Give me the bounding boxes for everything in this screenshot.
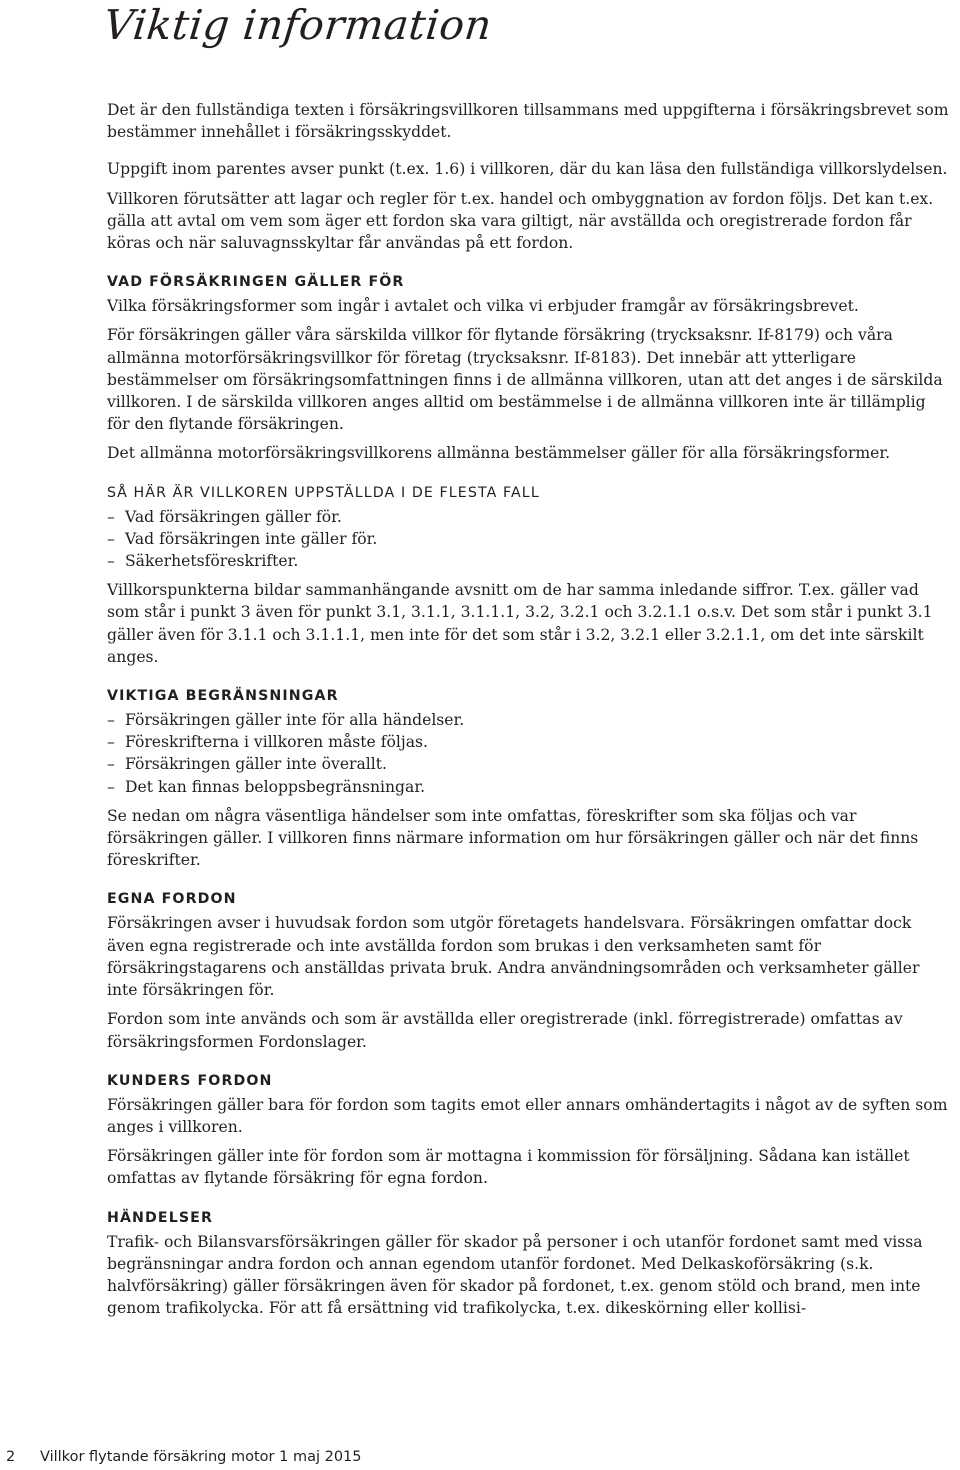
section-heading: SÅ HÄR ÄR VILLKOREN UPPSTÄLLDA I DE FLESTA FALL [107,484,540,501]
list-item [107,709,949,731]
list-item-text: Föreskrifterna i villkoren måste följas. [125,733,428,752]
section-handelser [107,1208,949,1320]
list-item-text: Försäkringen gäller inte överallt. [125,755,388,774]
document-body [107,99,949,1319]
list-item-text: Vad försäkringen gäller för. [125,507,342,526]
list-item-text: Säkerhetsföreskrifter. [125,552,299,571]
section-vad-forsakringen [107,272,949,464]
section-heading: EGNA FORDON [107,891,237,908]
section-heading: VAD FÖRSÄKRINGEN GÄLLER FÖR [107,274,405,291]
list-item [107,753,949,775]
section-kunders-fordon [107,1071,949,1190]
section-egna-fordon [107,889,949,1052]
list-item [107,776,949,798]
section-paragraph: Försäkringen gäller bara för fordon som tagits emot eller annars omhändertagits i något av de syften som anges i villkoren. [107,1095,948,1136]
dash-list [107,506,949,573]
section-heading: KUNDERS FORDON [107,1072,273,1089]
section-paragraph: Fordon som inte används och som är avställda eller oregistrerade (inkl. förregistrerade) omfattas av försäkringsformen Fordonslager. [107,1010,903,1051]
section-heading: HÄNDELSER [107,1209,213,1226]
dash-mark: – [107,507,115,526]
dash-mark: – [107,755,115,774]
page-footer [0,1447,362,1467]
list-item-text: Det kan finnas beloppsbegränsningar. [125,777,426,796]
section-paragraph: Se nedan om några väsentliga händelser som inte omfattas, föreskrifter som ska följas och var försäkringen gäller. I villkoren finns närmare information om hur försäkringen gäller och när det finns föreskrifter. [107,806,919,870]
dash-mark: – [107,777,115,796]
section-viktiga-begransningar [107,686,949,871]
list-item [107,731,949,753]
page-title: Viktig information [101,1,495,49]
intro-paragraph-2: Uppgift inom parentes avser punkt (t.ex. 1.6) i villkoren, där du kan läsa den fullständiga villkorslydelsen. [107,160,948,179]
dash-mark: – [107,552,115,571]
dash-mark: – [107,733,115,752]
dash-mark: – [107,529,115,548]
section-paragraph: Vilka försäkringsformer som ingår i avtalet och vilka vi erbjuder framgår av försäkringsbrevet. [107,297,859,316]
section-sa-har [107,483,949,668]
section-paragraph: Försäkringen avser i huvudsak fordon som utgör företagets handelsvara. Försäkringen omfattar dock även egna registrerade och inte avställda fordon som brukas i den verksamheten samt för försäkringstagarens och anställdas privata bruk. Andra användningsområden och verksamheter gäller inte försäkringen för. [107,914,920,1000]
section-heading: VIKTIGA BEGRÄNSNINGAR [107,688,339,705]
dash-mark: – [107,711,115,730]
section-paragraph: Försäkringen gäller inte för fordon som är mottagna i kommission för försäljning. Sådana kan istället omfattas av flytande försäkring för egna fordon. [107,1147,910,1188]
list-item [107,506,949,528]
footer-text: Villkor flytande försäkring motor 1 maj 2015 [40,1449,362,1465]
list-item-text: Försäkringen gäller inte för alla händelser. [125,711,465,730]
intro-paragraph-3: Villkoren förutsätter att lagar och regler för t.ex. handel och ombyggnation av fordon följs. Det kan t.ex. gälla att avtal om vem som äger ett fordon ska vara giltigt, när avställda och oregistrerade fordon får köras och när saluvagnsskyltar får användas på ett fordon. [107,189,934,253]
intro-paragraph-1: Det är den fullständiga texten i försäkringsvillkoren tillsammans med uppgifterna i försäkringsbrevet som bestämmer innehållet i försäkringsskyddet. [107,101,949,142]
section-paragraph: Villkorspunkterna bildar sammanhängande avsnitt om de har samma inledande siffror. T.ex. gäller vad som står i punkt 3 även för punkt 3.1, 3.1.1, 3.1.1.1, 3.2, 3.2.1 och 3.2.1.1 o.s.v. Det som står i punkt 3.1 gäller även för 3.1.1 och 3.1.1.1, men inte för det som står i 3.2, 3.2.1 eller 3.2.1.1, om det inte särskilt anges. [107,581,933,666]
dash-list [107,709,949,798]
page-number: 2 [6,1449,16,1465]
list-item [107,550,949,572]
list-item-text: Vad försäkringen inte gäller för. [125,529,378,548]
section-paragraph: Trafik- och Bilansvarsförsäkringen gäller för skador på personer i och utanför fordonet samt med vissa begränsningar andra fordon och annan egendom utanför fordonet. Med Delkaskoförsäkring (s.k. halvförsäkring) gäller försäkringen även för skador på fordonet, t.ex. genom stöld och brand, men inte genom trafikolycka. För att få ersättning vid trafikolycka, t.ex. dikeskörning eller kollisi- [107,1232,923,1318]
section-paragraph: För försäkringen gäller våra särskilda villkor för flytande försäkring (trycksaksnr. If-8179) och våra allmänna motorförsäkringsvillkor för företag (trycksaksnr. If-8183). Det innebär att ytterligare bestämmelser om försäkringsomfattningen finns i de allmänna villkoren, utan att det anges i de särskilda villkoren. I de särskilda villkoren anges alltid om bestämmelse i de allmänna villkoren inte är tillämplig för den flytande försäkringen. [107,326,943,434]
list-item [107,528,949,550]
section-paragraph: Det allmänna motorförsäkringsvillkorens allmänna bestämmelser gäller för alla försäkringsformer. [107,444,891,463]
